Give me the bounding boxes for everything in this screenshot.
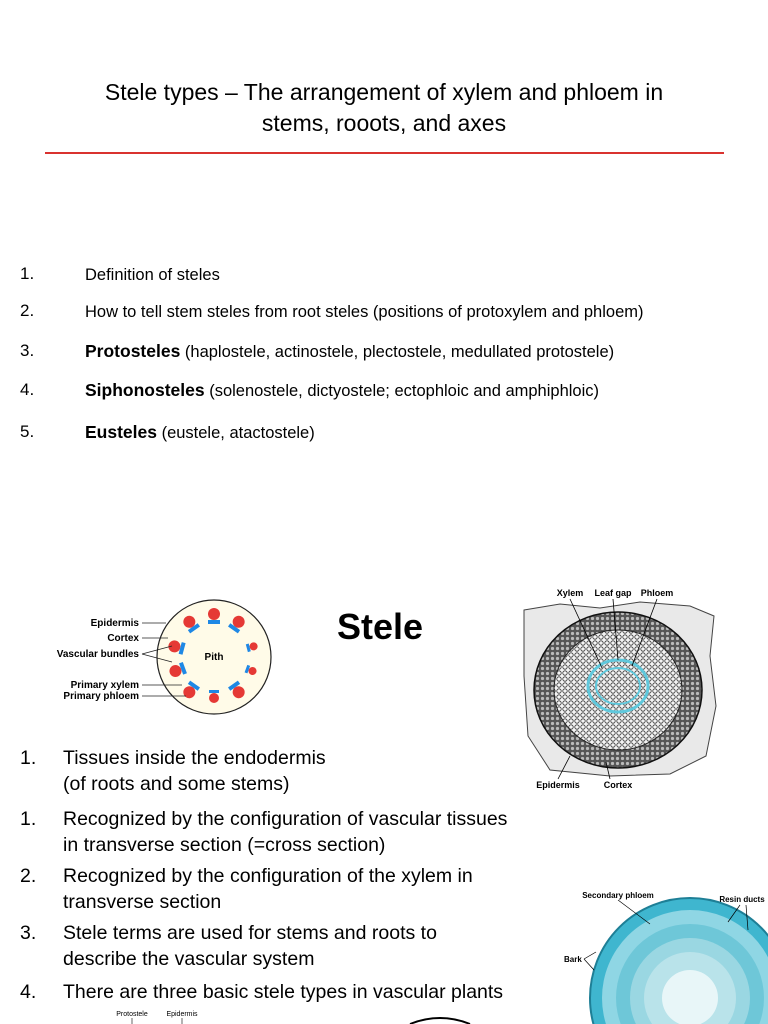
leaf-gap-label: Leaf gap [594, 588, 632, 598]
cortex-label: Cortex [603, 780, 633, 790]
outline-item: 1. Definition of steles [20, 264, 220, 284]
primary-phloem-label: Primary phloem [63, 691, 139, 702]
point-item: 3. Stele terms are used for stems and roots to describe the vascular system [20, 922, 437, 970]
phloem-label: Phloem [640, 588, 674, 598]
resin-ducts-label: Resin ducts [719, 895, 765, 904]
outline-item: 5. Eusteles (eustele, atactostele) [20, 422, 315, 442]
outline-item: 2. How to tell stem steles from root steles (positions of protoxylem and phloem) [20, 301, 644, 321]
vascular-bundles-label: Vascular bundles [56, 649, 139, 660]
stem-cross-section-diagram [44, 596, 276, 720]
woody-stem-micrograph [540, 880, 768, 1024]
epidermis-label: Epidermis [90, 618, 139, 629]
bark-label: Bark [564, 955, 582, 964]
primary-xylem-label: Primary xylem [70, 680, 139, 691]
point-item: 2. Recognized by the configuration of the xylem in transverse section [20, 865, 473, 913]
secondary-phloem-label: Secondary phloem [582, 891, 654, 900]
cortex-label: Cortex [107, 633, 139, 644]
epidermis-label: Epidermis [536, 780, 580, 790]
protostele-label: Protostele [116, 1011, 148, 1018]
cropped-diagram-arc [408, 1016, 472, 1024]
protostele-diagram [108, 1008, 228, 1024]
page-title [0, 77, 768, 139]
section-heading: Stele [337, 606, 424, 647]
point-item: 1. Tissues inside the endodermis (of roots and some stems) [20, 747, 326, 795]
point-item: 4. There are three basic stele types in vascular plants [20, 981, 504, 1003]
title-line-2: stems, rooots, and axes [261, 110, 507, 136]
xylem-label: Xylem [556, 588, 584, 598]
outline-item: 3. Protosteles (haplostele, actinostele, plectostele, medullated protostele) [20, 341, 615, 361]
title-divider [45, 152, 724, 154]
point-item: 1. Recognized by the configuration of vascular tissues in transverse section (=cross section) [20, 808, 508, 856]
epidermis-label: Epidermis [166, 1011, 198, 1018]
outline-item: 4. Siphonosteles (solenostele, dictyostele; ectophloic and amphiphloic) [20, 380, 599, 400]
pith-label: Pith [204, 652, 224, 663]
title-line-1: Stele types – The arrangement of xylem and phloem in [104, 79, 664, 105]
